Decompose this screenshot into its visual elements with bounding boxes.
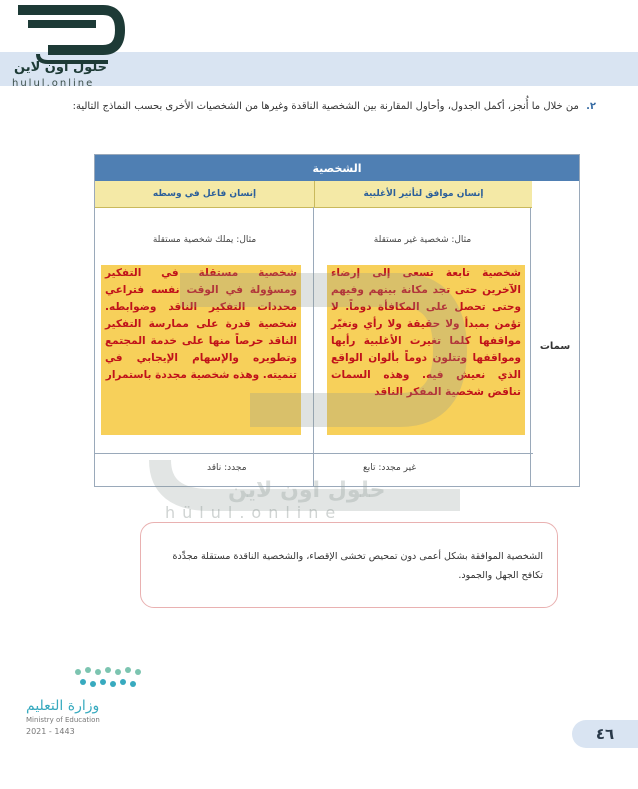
note-text: الشخصية الموافقة بشكل أعمى دون تمحيص تخشى الإقصاء، والشخصية الناقدة مستقلة مجدِّدة تكافح الجهل والجمود. bbox=[172, 551, 543, 581]
column-divider bbox=[313, 207, 314, 486]
footer-active: مجدد: ناقد bbox=[207, 463, 247, 473]
answer-active: شخصية مستقلة في التفكير ومسؤولة في الوقت نفسه فتراعي محددات التفكير الناقد وضوابطه. شخصية قدرة على ممارسة التفكير الناقد حرصاً منها على خدمة المجتمع وتطويره والإسهام الإيجابي في تنميته. وهذه شخصية مجددة باستمرار bbox=[101, 265, 301, 435]
row-label-column bbox=[530, 181, 579, 486]
example-active: مثال: يملك شخصية مستقلة bbox=[152, 235, 257, 245]
example-majority: مثال: شخصية غير مستقلة bbox=[373, 235, 472, 245]
logo-brand-text: حلول اون لاين bbox=[14, 60, 108, 75]
instruction bbox=[56, 97, 596, 117]
answer-majority: شخصية تابعة تسعى إلى إرضاء الآخرين حتى تجد مكانة بينهم وفيهم وحتى تحصل على المكافأة دوماً. لا تؤمن بمبدأ ولا حقيقة ولا رأي وتغيّر مواقفها كلما تغيرت الأغلبية رأيها ومواقفها وتتلون دوماً بألوان الواقع الذي نعيش فيه. وهذه السمات تناقض شخصية المفكر الناقد bbox=[327, 265, 525, 435]
summary-note bbox=[140, 522, 558, 608]
instruction-number: ٢. bbox=[586, 101, 596, 112]
comparison-table bbox=[94, 154, 580, 487]
ministry-name-en: Ministry of Education bbox=[26, 716, 100, 724]
table-title: الشخصية bbox=[95, 155, 579, 181]
page-number: ٤٦ bbox=[572, 720, 638, 748]
instruction-text: من خلال ما أُنجز، أكمل الجدول، وأحاول المقارنة بين الشخصية الناقدة وغيرها من الشخصيات الأخرى بحسب النماذج التالية: bbox=[72, 101, 579, 112]
column-header-active: إنسان فاعل في وسطه bbox=[95, 181, 314, 208]
column-header-majority: إنسان موافق لتأثير الأغلبية bbox=[314, 181, 532, 208]
watermark-url-text: hülul.online bbox=[165, 503, 343, 522]
watermark-brand-text: حلول اون لاين bbox=[228, 478, 386, 503]
ministry-year: 2021 - 1443 bbox=[26, 727, 75, 736]
footer-majority: غير مجدد: تابع bbox=[363, 463, 417, 473]
ministry-name-ar: وزارة التعليم bbox=[26, 698, 100, 714]
logo-url-text: hulul.online bbox=[12, 78, 95, 89]
ministry-emblem-icon bbox=[70, 664, 150, 692]
footer-separator bbox=[95, 453, 533, 454]
row-label: سمات bbox=[539, 341, 571, 352]
